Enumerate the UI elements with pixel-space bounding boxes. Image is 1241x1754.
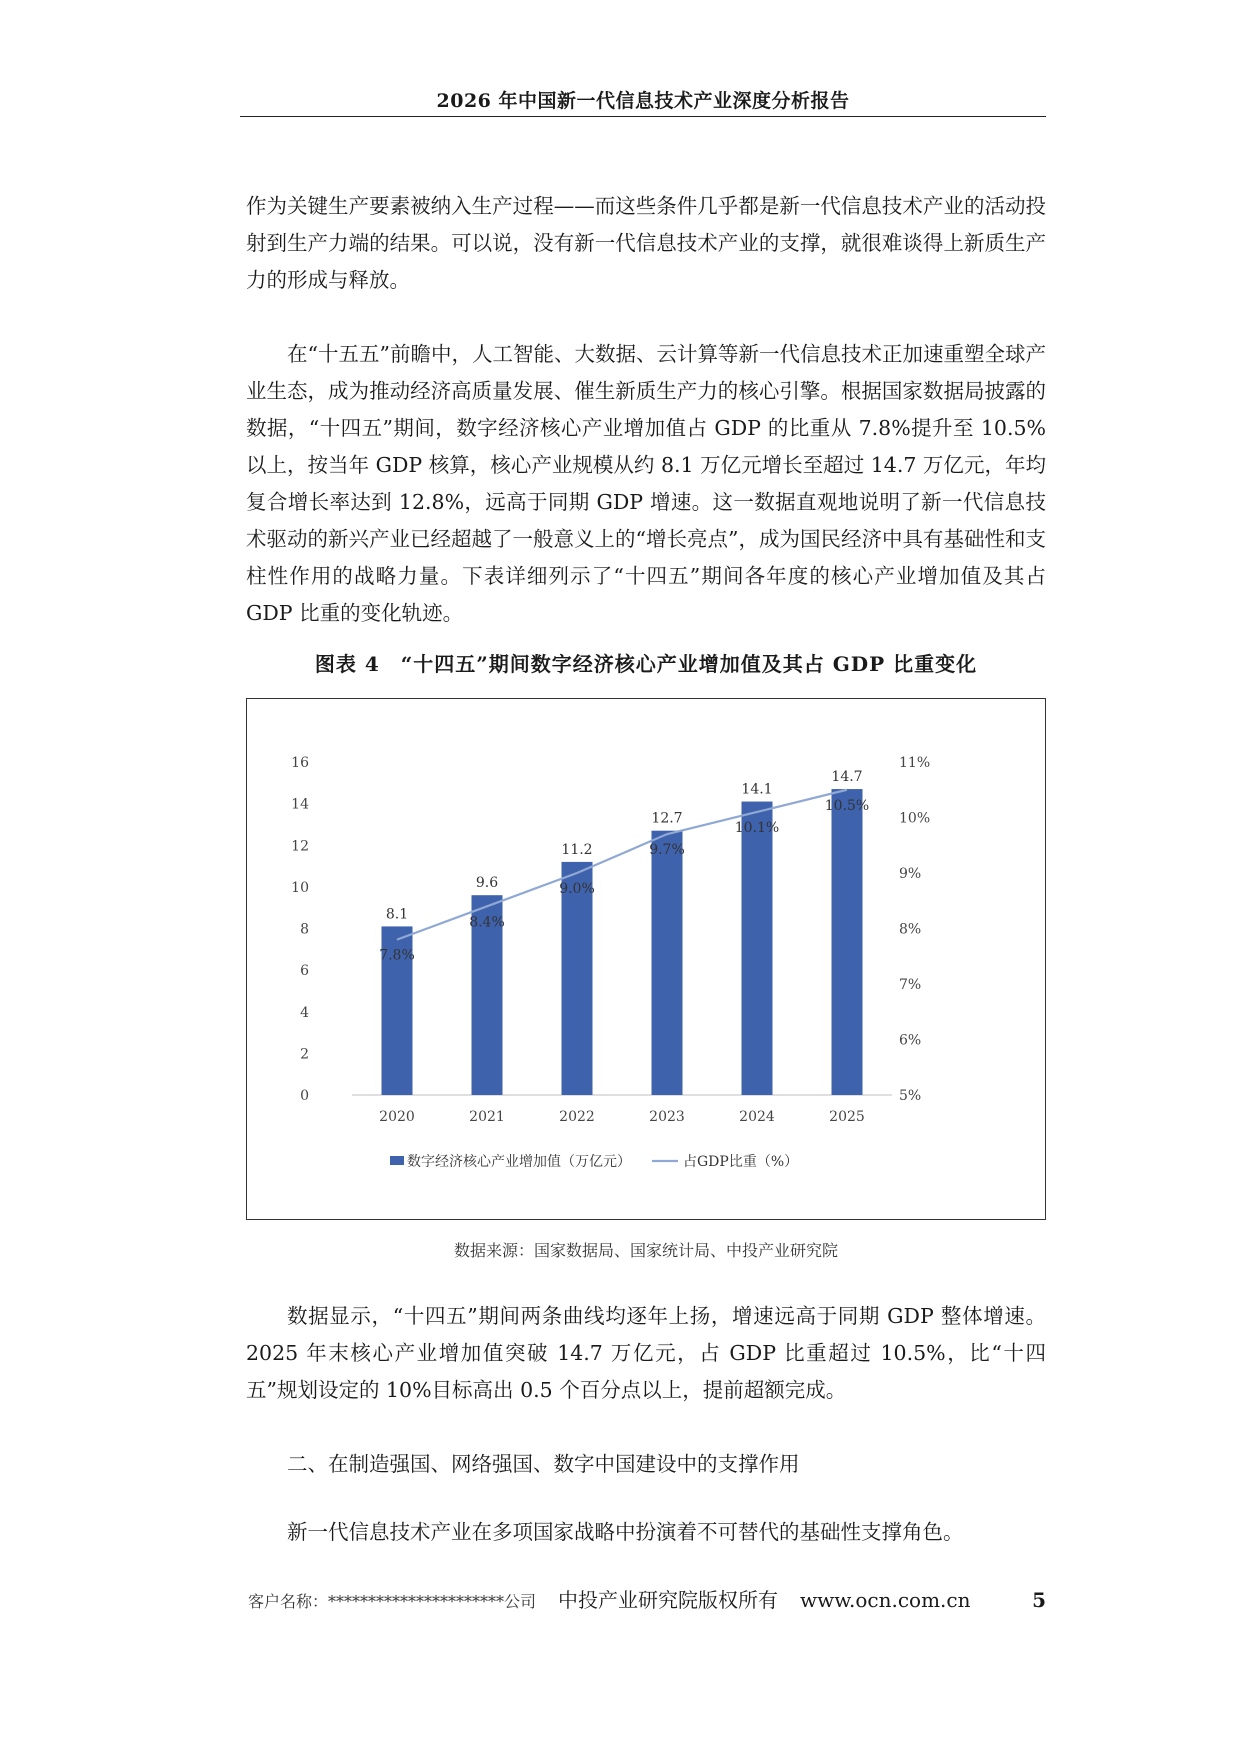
y-right-tick-label: 10% — [899, 810, 931, 827]
x-tick-label: 2022 — [559, 1109, 595, 1125]
x-tick-label: 2021 — [469, 1109, 505, 1125]
chart-frame — [246, 698, 1046, 1220]
footer-website[interactable]: www.ocn.com.cn — [800, 1588, 971, 1612]
line-value-label: 8.4% — [469, 914, 505, 931]
y-left-tick-label: 16 — [291, 755, 309, 771]
section-heading: 二、在制造强国、网络强国、数字中国建设中的支撑作用 — [287, 1452, 800, 1476]
line-value-label: 7.8% — [379, 947, 415, 964]
combo-chart — [247, 699, 1044, 1218]
line-value-label: 9.0% — [559, 881, 595, 897]
page-footer — [248, 1584, 1046, 1613]
paragraph-1: 作为关键生产要素被纳入生产过程——而这些条件几乎都是新一代信息技术产业的活动投射到生产力端的结果。可以说，没有新一代信息技术产业的支撑，就很难谈得上新质生产力的形成与释放。 — [246, 194, 1046, 292]
y-right-tick-label: 7% — [899, 977, 922, 993]
y-left-tick-label: 0 — [300, 1088, 309, 1104]
gdp-share-line — [397, 790, 847, 940]
line-value-label: 10.5% — [824, 797, 870, 814]
y-right-tick-label: 9% — [899, 866, 922, 882]
header-rule — [240, 116, 1046, 117]
bar — [742, 802, 773, 1095]
bar-value-label: 11.2 — [561, 841, 593, 858]
footer-client: 客户名称：**********************公司 — [248, 1592, 537, 1611]
bar-value-label: 14.7 — [831, 769, 863, 786]
y-left-tick-label: 6 — [300, 963, 309, 980]
bar — [652, 831, 683, 1095]
y-left-tick-label: 12 — [291, 838, 309, 855]
y-left-tick-label: 2 — [300, 1046, 309, 1063]
y-right-tick-label: 5% — [899, 1088, 922, 1104]
line-value-label: 9.7% — [649, 842, 685, 859]
y-right-tick-label: 6% — [899, 1032, 922, 1049]
y-left-tick-label: 4 — [300, 1004, 309, 1021]
page-number: 5 — [1032, 1588, 1046, 1612]
paragraph-2: 在“十五五”前瞻中，人工智能、大数据、云计算等新一代信息技术正加速重塑全球产业生态，成为推动经济高质量发展、催生新质生产力的核心引擎。根据国家数据局披露的数据，“十四五”期间，数字经济核心产业增加值占 GDP 的比重从 7.8%提升至 10.5%以上，按当年 GDP 核算，核心产业规模从约 8.1 万亿元增长至超过 14.7 万亿元，年均复合增长率达到 12.8%，远高于同期 GDP 增速。这一数据直观地说明了新一代信息技术驱动的新兴产业已经超越了一般意义上的“增长亮点”，成为国民经济中具有基础性和支柱性作用的战略力量。下表详细列示了“十四五”期间各年度的核心产业增加值及其占 GDP 比重的变化轨迹。 — [246, 342, 1046, 625]
y-right-tick-label: 11% — [899, 755, 931, 771]
bar-value-label: 14.1 — [741, 781, 773, 798]
bar-value-label: 9.6 — [475, 875, 499, 892]
bar — [832, 789, 863, 1095]
legend-line-label: 占GDP比重（%） — [683, 1154, 799, 1170]
paragraph-3: 数据显示，“十四五”期间两条曲线均逐年上扬，增速远高于同期 GDP 整体增速。2025 年末核心产业增加值突破 14.7 万亿元，占 GDP 比重超过 10.5%，比“十四五”规划设定的 10%目标高出 0.5 个百分点以上，提前超额完成。 — [246, 1304, 1046, 1402]
y-left-tick-label: 8 — [300, 921, 309, 938]
paragraph-5: 新一代信息技术产业在多项国家战略中扮演着不可替代的基础性支撑角色。 — [287, 1520, 964, 1544]
footer-copyright: 中投产业研究院版权所有 — [558, 1588, 779, 1612]
legend-bar-label: 数字经济核心产业增加值（万亿元） — [407, 1154, 631, 1170]
bar-value-label: 12.7 — [651, 810, 683, 827]
x-tick-label: 2025 — [829, 1109, 865, 1125]
x-tick-label: 2024 — [739, 1109, 775, 1125]
figure-source: 数据来源：国家数据局、国家统计局、中投产业研究院 — [453, 1241, 838, 1260]
running-header-title: 2026 年中国新一代信息技术产业深度分析报告 — [436, 90, 850, 112]
x-tick-label: 2020 — [379, 1109, 415, 1125]
y-right-tick-label: 8% — [899, 921, 922, 938]
y-left-tick-label: 14 — [291, 796, 309, 813]
line-value-label: 10.1% — [734, 819, 780, 836]
x-tick-label: 2023 — [649, 1109, 685, 1125]
figure-title: 图表 4 “十四五”期间数字经济核心产业增加值及其占 GDP 比重变化 — [314, 652, 978, 676]
bar-value-label: 8.1 — [385, 906, 409, 923]
y-left-tick-label: 10 — [291, 879, 309, 896]
legend-bar-swatch — [390, 1156, 404, 1165]
